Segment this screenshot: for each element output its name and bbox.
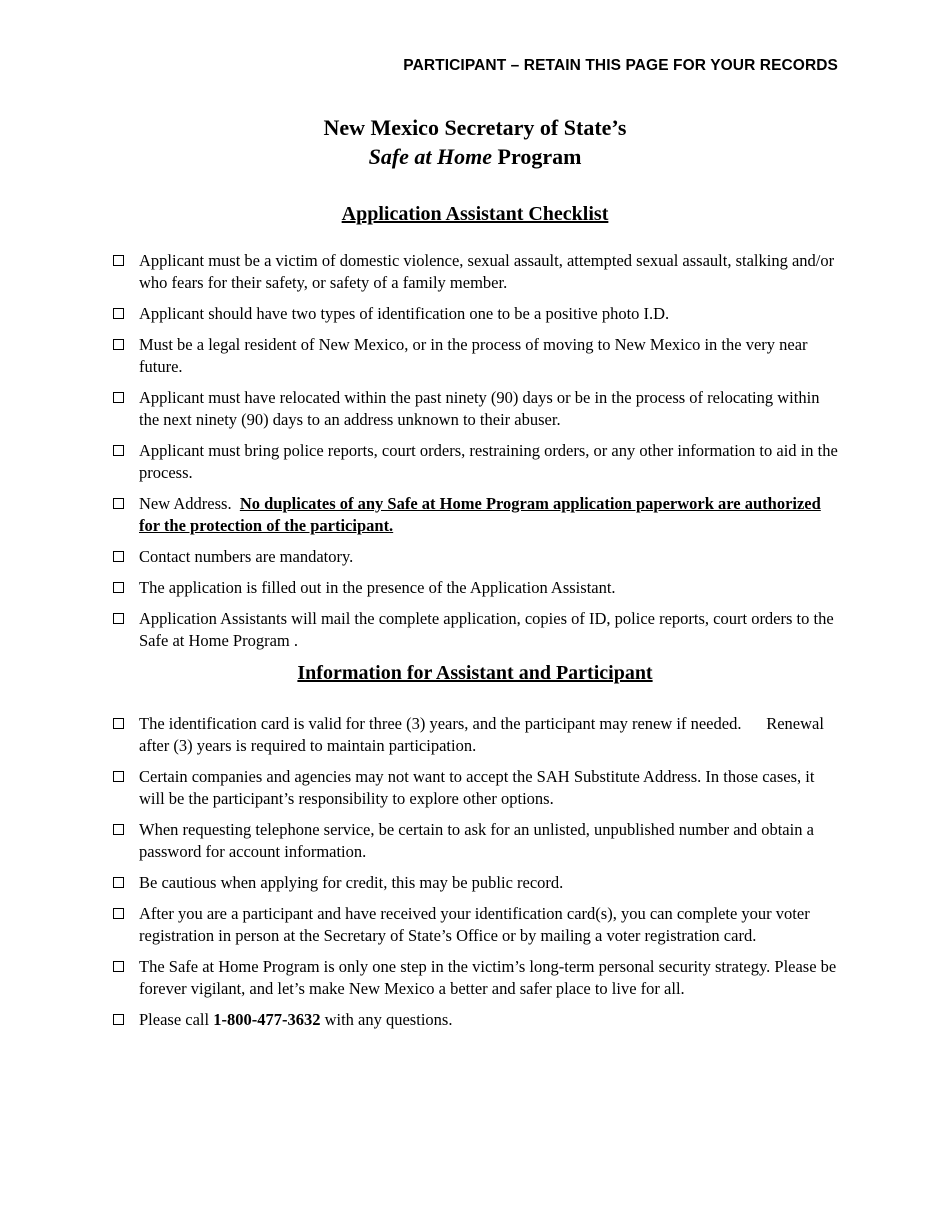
checklist-item <box>112 440 842 484</box>
checklist-item <box>112 303 842 325</box>
info-item-text: Certain companies and agencies may not want to accept the SAH Substitute Address. In those cases, it will be the participant’s responsibility to explore other options. <box>139 767 815 808</box>
title-program-rest: Program <box>492 144 582 169</box>
checkbox-icon[interactable] <box>113 582 124 593</box>
checklist-item-text: Applicant must be a victim of domestic violence, sexual assault, attempted sexual assault, stalking and/or who fears for their safety, or safety of a family member. <box>139 251 835 292</box>
call-suffix: with any questions. <box>320 1010 453 1029</box>
info-item-text: Be cautious when applying for credit, this may be public record. <box>139 873 564 892</box>
title-line-1: New Mexico Secretary of State’s <box>323 115 627 140</box>
checklist-item <box>112 387 842 431</box>
checkbox-icon[interactable] <box>113 445 124 456</box>
checkbox-icon[interactable] <box>113 877 124 888</box>
checklist-item-text: Applicant should have two types of identification one to be a positive photo I.D. <box>139 304 670 323</box>
checklist-item <box>112 608 842 652</box>
checklist-item-text: Applicant must bring police reports, court orders, restraining orders, or any other information to aid in the process. <box>139 441 838 482</box>
checklist-item-text: Application Assistants will mail the complete application, copies of ID, police reports, court orders to the Safe at Home Program . <box>139 609 834 650</box>
retain-notice: PARTICIPANT – RETAIN THIS PAGE FOR YOUR RECORDS <box>403 57 838 74</box>
checkbox-icon[interactable] <box>113 498 124 509</box>
checkbox-icon[interactable] <box>113 771 124 782</box>
info-item <box>112 903 842 947</box>
checkbox-icon[interactable] <box>113 308 124 319</box>
checklist-item <box>112 334 842 378</box>
info-item-text: When requesting telephone service, be certain to ask for an unlisted, unpublished number and obtain a password for account information. <box>139 820 814 861</box>
checkbox-icon[interactable] <box>113 908 124 919</box>
checklist-item-text: Applicant must have relocated within the past ninety (90) days or be in the process of relocating within the next ninety (90) days to an address unknown to their abuser. <box>139 388 820 429</box>
checkbox-icon[interactable] <box>113 961 124 972</box>
title-line-2 <box>0 142 950 171</box>
checkbox-icon[interactable] <box>113 551 124 562</box>
checkbox-icon[interactable] <box>113 255 124 266</box>
checklist <box>112 250 842 661</box>
checkbox-icon[interactable] <box>113 613 124 624</box>
checklist-item-new-address <box>112 493 842 537</box>
info-item-text: The Safe at Home Program is only one step in the victim’s long-term personal security strategy. Please be forever vigilant, and let’s make New Mexico a better and safer place to live for all. <box>139 957 837 998</box>
checkbox-icon[interactable] <box>113 824 124 835</box>
checklist-item-text: Contact numbers are mandatory. <box>139 547 354 566</box>
checkbox-icon[interactable] <box>113 392 124 403</box>
info-item <box>112 872 842 894</box>
new-address-label: New Address. <box>139 494 232 513</box>
call-prefix: Please call <box>139 1010 214 1029</box>
checklist-item <box>112 546 842 568</box>
checklist-heading: Application Assistant Checklist <box>341 203 609 225</box>
checkbox-icon[interactable] <box>113 718 124 729</box>
document-title <box>0 113 950 171</box>
checklist-item <box>112 577 842 599</box>
checklist-item <box>112 250 842 294</box>
phone-number: 1-800-477-3632 <box>213 1010 321 1029</box>
info-item-call <box>112 1009 842 1031</box>
checklist-item-text: Must be a legal resident of New Mexico, or in the process of moving to New Mexico in the very near future. <box>139 335 808 376</box>
info-item-text-renewal: Renewal after (3) years is required to maintain participation. <box>139 714 824 755</box>
checkbox-icon[interactable] <box>113 339 124 350</box>
new-address-notice: No duplicates of any Safe at Home Program application paperwork are authorized for the protection of the participant. <box>139 494 821 535</box>
info-item <box>112 766 842 810</box>
info-item <box>112 819 842 863</box>
title-program-italic: Safe at Home <box>368 144 493 169</box>
info-list <box>112 713 842 1040</box>
info-item-text: After you are a participant and have received your identification card(s), you can complete your voter registration in person at the Secretary of State’s Office or by mailing a voter registration card. <box>139 904 810 945</box>
info-item <box>112 956 842 1000</box>
info-heading: Information for Assistant and Participant <box>297 662 653 684</box>
checklist-item-text: The application is filled out in the presence of the Application Assistant. <box>139 578 616 597</box>
info-item-text: The identification card is valid for three (3) years, and the participant may renew if needed. <box>139 714 742 733</box>
checkbox-icon[interactable] <box>113 1014 124 1025</box>
info-item <box>112 713 842 757</box>
